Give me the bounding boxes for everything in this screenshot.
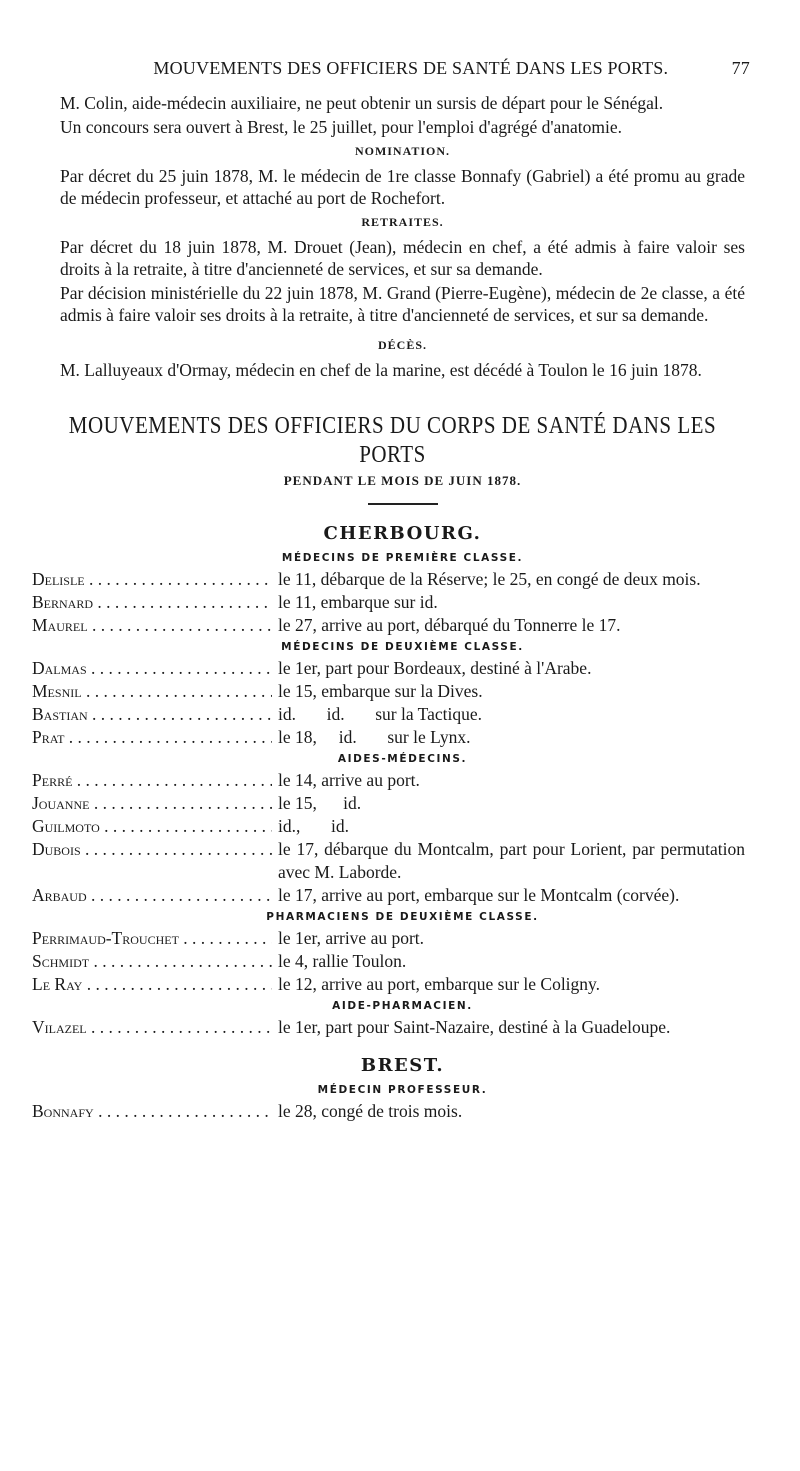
- list-item: [32, 973, 745, 996]
- title-rule: [368, 503, 438, 505]
- movement-text: le 4, rallie Toulon.: [278, 951, 407, 971]
- city-heading-brest: BREST.: [360, 1055, 445, 1076]
- movement-text: le 12, arrive au port, embarque sur le Coligny.: [278, 974, 601, 994]
- officer-name: Bonnafy . . .: [32, 1100, 272, 1123]
- officer-name: Arbaud . . .: [32, 884, 272, 907]
- officer-name: Perrimaud-Trouchet . . .: [32, 927, 272, 950]
- movement-text: le 1er, part pour Bordeaux, destiné à l'Arabe.: [278, 658, 592, 678]
- category-heading: MÉDECINS DE PREMIÈRE CLASSE.: [281, 552, 524, 564]
- officer-name: Schmidt . . .: [32, 950, 272, 973]
- movement-text: le 17, arrive au port, embarque sur le Montcalm (corvée).: [278, 885, 680, 905]
- movement-text: le 27, arrive au port, débarqué du Tonnerre le 17.: [278, 615, 621, 635]
- retraite-paragraph-grand: Par décision ministérielle du 22 juin 1878, M. Grand (Pierre-Eugène), médecin de 2e classe, a été admis à faire valoir ses droits à la retraite, à titre d'ancienneté de services, et sur sa demande.: [60, 283, 745, 325]
- movement-text: id., id.: [278, 816, 349, 836]
- officer-name: Vilazel . . .: [32, 1016, 272, 1039]
- category-heading: AIDE-PHARMACIEN.: [332, 1000, 473, 1012]
- running-header: [50, 58, 750, 79]
- officer-name: Perré . . .: [32, 769, 272, 792]
- officer-name: Maurel . . .: [32, 614, 272, 637]
- main-subtitle: PENDANT LE MOIS DE JUIN 1878.: [283, 473, 522, 488]
- page-content: [32, 92, 745, 1123]
- page-number: 77: [731, 58, 750, 78]
- list-item: [32, 657, 745, 680]
- officer-name: Prat . . .: [32, 726, 272, 749]
- list-item: [32, 726, 745, 749]
- officer-name: Guilmoto . . .: [32, 815, 272, 838]
- list-item: [32, 950, 745, 973]
- movement-text: le 11, débarque de la Réserve; le 25, en congé de deux mois.: [278, 569, 701, 589]
- movement-text: le 15, id.: [278, 793, 362, 813]
- list-item: [32, 927, 745, 950]
- movement-text: le 15, embarque sur la Dives.: [278, 681, 483, 701]
- movement-text: le 28, congé de trois mois.: [278, 1101, 463, 1121]
- deces-paragraph: M. Lalluyeaux d'Ormay, médecin en chef de la marine, est décédé à Toulon le 16 juin 1878.: [60, 360, 702, 380]
- retraites-heading: RETRAITES.: [361, 215, 444, 229]
- list-item: [32, 568, 745, 591]
- officer-name: Dalmas . . .: [32, 657, 272, 680]
- list-item: [32, 1100, 745, 1123]
- category-heading: MÉDECIN PROFESSEUR.: [317, 1084, 488, 1096]
- officer-name: Delisle . . .: [32, 568, 272, 591]
- list-item: [32, 815, 745, 838]
- movement-text: le 1er, part pour Saint-Nazaire, destiné à la Guadeloupe.: [278, 1017, 671, 1037]
- list-item: [32, 884, 745, 907]
- city-heading-cherbourg: CHERBOURG.: [323, 523, 482, 544]
- list-item: [32, 838, 745, 884]
- nomination-heading: NOMINATION.: [354, 144, 451, 158]
- movement-text: le 18, id. sur le Lynx.: [278, 727, 471, 747]
- category-heading: MÉDECINS DE DEUXIÈME CLASSE.: [281, 641, 524, 653]
- list-item: [32, 703, 745, 726]
- movement-text: id. id. sur la Tactique.: [278, 704, 483, 724]
- officer-name: Le Ray . . .: [32, 973, 272, 996]
- category-heading: PHARMACIENS DE DEUXIÈME CLASSE.: [266, 911, 539, 923]
- movement-text: le 1er, arrive au port.: [278, 928, 425, 948]
- category-heading: AIDES-MÉDECINS.: [337, 753, 468, 765]
- main-title: MOUVEMENTS DES OFFICIERS DU CORPS DE SANTÉ DANS LES PORTS: [68, 411, 717, 468]
- intro-paragraph-concours: Un concours sera ouvert à Brest, le 25 juillet, pour l'emploi d'agrégé d'anatomie.: [60, 117, 622, 137]
- officer-name: Dubois . . .: [32, 838, 272, 884]
- deces-heading: DÉCÈS.: [377, 338, 427, 352]
- retraite-paragraph-drouet: Par décret du 18 juin 1878, M. Drouet (Jean), médecin en chef, a été admis à faire valoir ses droits à la retraite, à titre d'ancienneté de services, et sur sa demande.: [60, 237, 745, 279]
- list-item: [32, 680, 745, 703]
- intro-paragraph-colin: M. Colin, aide-médecin auxiliaire, ne peut obtenir un sursis de départ pour le Sénégal.: [60, 93, 664, 113]
- officer-name: Bastian . . .: [32, 703, 272, 726]
- movement-text: le 11, embarque sur id.: [278, 592, 438, 612]
- officer-name: Mesnil . . .: [32, 680, 272, 703]
- movement-text: le 17, débarque du Montcalm, part pour Lorient, par permutation avec M. Laborde.: [278, 839, 745, 882]
- officer-name: Bernard . . .: [32, 591, 272, 614]
- officer-name: Jouanne . . .: [32, 792, 272, 815]
- list-item: [32, 1016, 745, 1039]
- running-title: MOUVEMENTS DES OFFICIERS DE SANTÉ DANS LES PORTS.: [153, 58, 669, 78]
- list-item: [32, 792, 745, 815]
- list-item: [32, 591, 745, 614]
- movement-text: le 14, arrive au port.: [278, 770, 420, 790]
- list-item: [32, 614, 745, 637]
- nomination-paragraph: Par décret du 25 juin 1878, M. le médecin de 1re classe Bonnafy (Gabriel) a été promu au grade de médecin professeur, et attaché au port de Rochefort.: [60, 166, 745, 208]
- list-item: [32, 769, 745, 792]
